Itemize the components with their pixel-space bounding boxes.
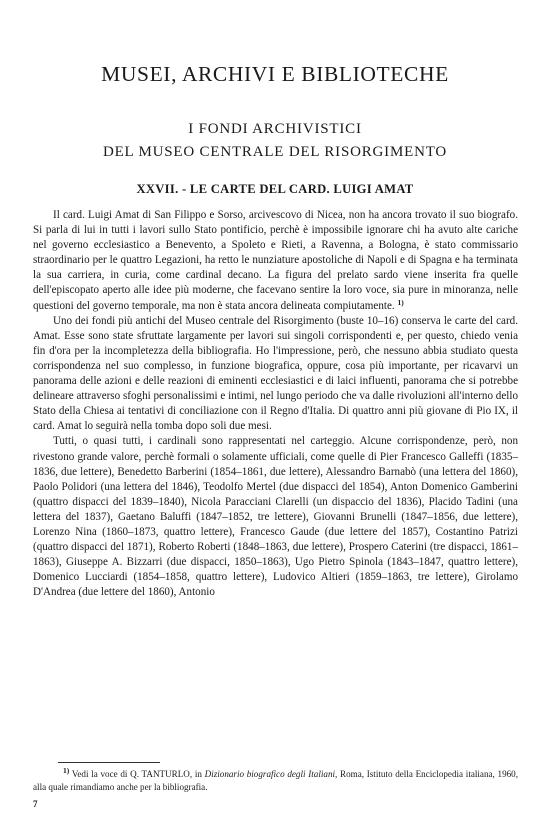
section-title: MUSEI, ARCHIVI E BIBLIOTECHE: [101, 62, 449, 86]
footnote-text-start: Vedi la voce di Q.: [71, 769, 142, 779]
footnote-text-mid: , in: [189, 769, 205, 779]
paragraph-1-text: Il card. Luigi Amat di San Filippo e Sorso, arcivescovo di Nicea, non ha ancora trovato il suo biografo. Si parla di lui in tutti i lavori sullo Stato pontificio, perchè è impossibile ignorare chi ha avuto alte cariche nel governo ecclesiastico a Benevento, a Spoleto e Rieti, a Ravenna, a Bologna, è stato commissario straordinario per le quattro Legazioni, ha retto le nunziature apostoliche di Napoli e di Spagna e ha terminata la sua carriera, in curia, come cardinal decano. La figura del prelato sardo viene inserita fra quelle dell'episcopato aperto alle idee più moderne, che facevano sentire la loro voce, sia pure in minoranza, nelle questioni del governo temporale, ma non è stata ancora delineata compiutamente.: [33, 209, 518, 312]
page-number: 7: [33, 799, 38, 809]
paragraph-1: [33, 208, 518, 314]
footnote-marker: 1): [63, 766, 70, 775]
article-title-line-1: I FONDI ARCHIVISTICI: [188, 121, 362, 137]
footnote-reference: 1): [397, 297, 404, 307]
chapter-title: XXVII. - LE CARTE DEL CARD. LUIGI AMAT: [136, 182, 414, 196]
article-title-line-2: DEL MUSEO CENTRALE DEL RISORGIMENTO: [102, 144, 448, 160]
footnote: [33, 768, 518, 794]
paragraph-2: Uno dei fondi più antichi del Museo centrale del Risorgimento (buste 10–16) conserva le carte del card. Amat. Esse sono state sfruttate largamente per lavori sui singoli corrispondenti e, per questo, chiedo venia fin d'ora per la incompletezza della bibliografia. Ho l'impressione, però, che nessuno abbia studiato questa corrispondenza nel suo complesso, in funzione biografica, oppure, cosa più importante, per ricavarvi un panorama delle azioni e delle reazioni di eminenti ecclesiastici e di laici influenti, panorama che si potrebbe delineare attraverso sfoghi personalissimi e intimi, nel lungo periodo che va dalle rivoluzioni all'interno dello Stato della Chiesa ai tentativi di conciliazione con il Regno d'Italia. Di quattro anni più giovane di Pio IX, il card. Amat lo seguirà nella tomba dopo soli due mesi.: [33, 314, 518, 433]
paragraph-3: Tutti, o quasi tutti, i cardinali sono rappresentati nel carteggio. Alcune corrispondenze, però, non rivestono grande valore, perchè formali o solamente ufficiali, come quelle di Pier Francesco Galleffi (1835–1836, due lettere), Benedetto Barberini (1854–1861, due lettere), Alessandro Barnabò (una lettera del 1860), Paolo Polidori (una lettera del 1846), Teodolfo Mertel (due dispacci del 1854), Anton Domenico Gamberini (quattro dispacci del 1839–1840), Nicola Paracciani Clarelli (un dispaccio del 1836), Placido Tadini (una lettera del 1837), Gaetano Baluffi (1847–1852, tre lettere), Giovanni Brunelli (1847–1856, due lettere), Lorenzo Nina (1860–1873, quattro lettere), Francesco Gaude (due lettere del 1857), Costantino Patrizi (quattro dispacci del 1871), Roberto Roberti (1848–1863, due lettere), Prospero Caterini (tre dispacci, 1861–1863), Giuseppe A. Bizzarri (due dispacci, 1850–1863), Ugo Pietro Spinola (1843–1847, quattro lettere), Domenico Lucciardi (1854–1858, quattro lettere), Ludovico Altieri (1859–1863, tre lettere), Girolamo D'Andrea (due lettere del 1860), Antonio: [33, 435, 518, 599]
article-body: [33, 208, 518, 600]
footnote-work-title: Dizionario biografico degli Italiani: [204, 769, 336, 779]
footnote-author: TANTURLO: [141, 769, 190, 779]
footnote-divider: [58, 762, 160, 763]
footnote-text-end: , Roma, Istituto della Enciclopedia italiana, 1960, alla quale rimandiamo anche per la bibliografia.: [33, 769, 519, 792]
